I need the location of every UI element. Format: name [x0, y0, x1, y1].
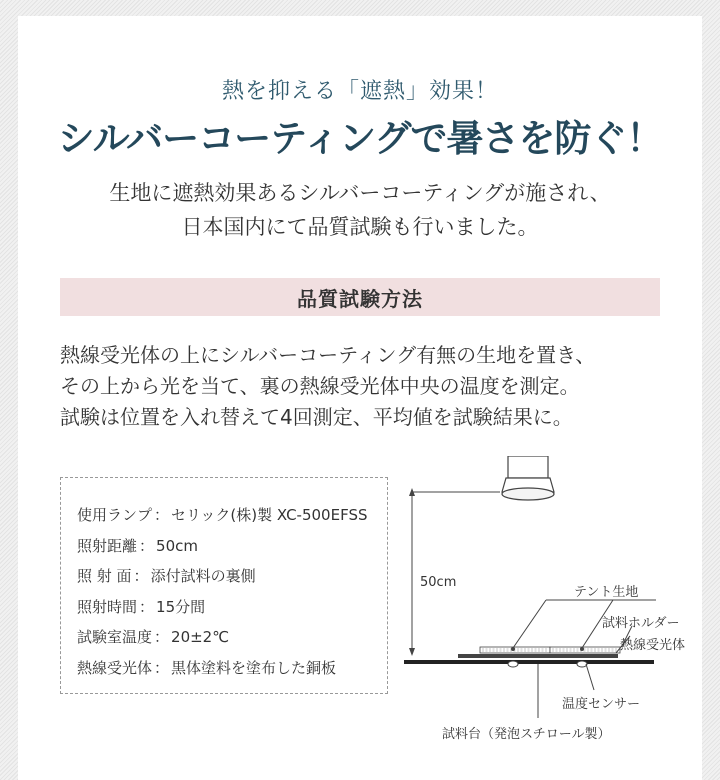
spec-row — [77, 622, 387, 653]
spec-value: 15分間 — [156, 597, 206, 616]
section-heading-label: 品質試験方法 — [297, 286, 423, 311]
content-card — [18, 16, 702, 780]
intro-line: 生地に遮熱効果あるシルバーコーティングが施され、 — [109, 181, 611, 205]
spec-label: 照射距離 — [77, 536, 138, 555]
section-heading — [60, 278, 660, 316]
heat-receiver-label: 熱線受光体 — [620, 638, 686, 653]
test-setup-diagram — [398, 456, 698, 756]
tent-fabric-label: テント生地 — [574, 585, 639, 600]
subtitle: 熱を抑える「遮熱」効果！ — [221, 79, 498, 104]
intro-line: 日本国内にて品質試験も行いました。 — [181, 215, 539, 239]
spec-value: 黒体塗料を塗布した銅板 — [171, 658, 337, 677]
spec-box — [60, 477, 388, 694]
method-line: その上から光を当て、裏の熱線受光体中央の温度を測定。 — [60, 374, 580, 398]
sample-holder-label: 試料ホルダー — [602, 616, 680, 631]
page-title: シルバーコーティングで暑さを防ぐ！ — [57, 117, 663, 160]
spec-row — [77, 592, 387, 623]
spec-row — [77, 561, 387, 592]
method-line: 熱線受光体の上にシルバーコーティング有無の生地を置き、 — [60, 343, 596, 367]
spec-value: 20±2℃ — [171, 628, 230, 646]
spec-label: 試験室温度 — [77, 628, 153, 646]
method-line: 試験は位置を入れ替えて4回測定、平均値を試験結果に。 — [60, 405, 573, 429]
spec-row — [77, 653, 387, 684]
sample-stand-label: 試料台（発泡スチロール製） — [442, 727, 611, 742]
fabric-samples — [480, 647, 620, 653]
spec-value: セリック(株)製 XC-500EFSS — [171, 506, 368, 524]
spec-value: 50cm — [156, 536, 198, 555]
spec-label: 使用ランプ — [77, 506, 153, 524]
spec-row — [77, 500, 387, 531]
distance-indicator — [409, 488, 500, 656]
temp-sensor-label: 温度センサー — [562, 697, 641, 712]
spec-separator: ： — [154, 658, 170, 677]
spec-row — [77, 531, 387, 562]
spec-separator: ： — [154, 506, 170, 524]
sample-stand — [404, 660, 654, 664]
spec-separator: ： — [133, 567, 149, 585]
spec-separator: ： — [139, 536, 155, 555]
spec-separator: ： — [139, 597, 155, 616]
heat-receiver-plate — [458, 654, 618, 658]
distance-label: 50cm — [420, 575, 457, 590]
method-description — [60, 340, 680, 433]
spec-value: 添付試料の裏側 — [150, 567, 256, 585]
spec-label: 熱線受光体 — [77, 658, 153, 677]
spec-separator: ： — [154, 628, 170, 646]
intro-text — [18, 176, 702, 244]
lamp-icon — [502, 456, 554, 500]
spec-label: 照 射 面 — [77, 567, 132, 585]
spec-label: 照射時間 — [77, 597, 138, 616]
